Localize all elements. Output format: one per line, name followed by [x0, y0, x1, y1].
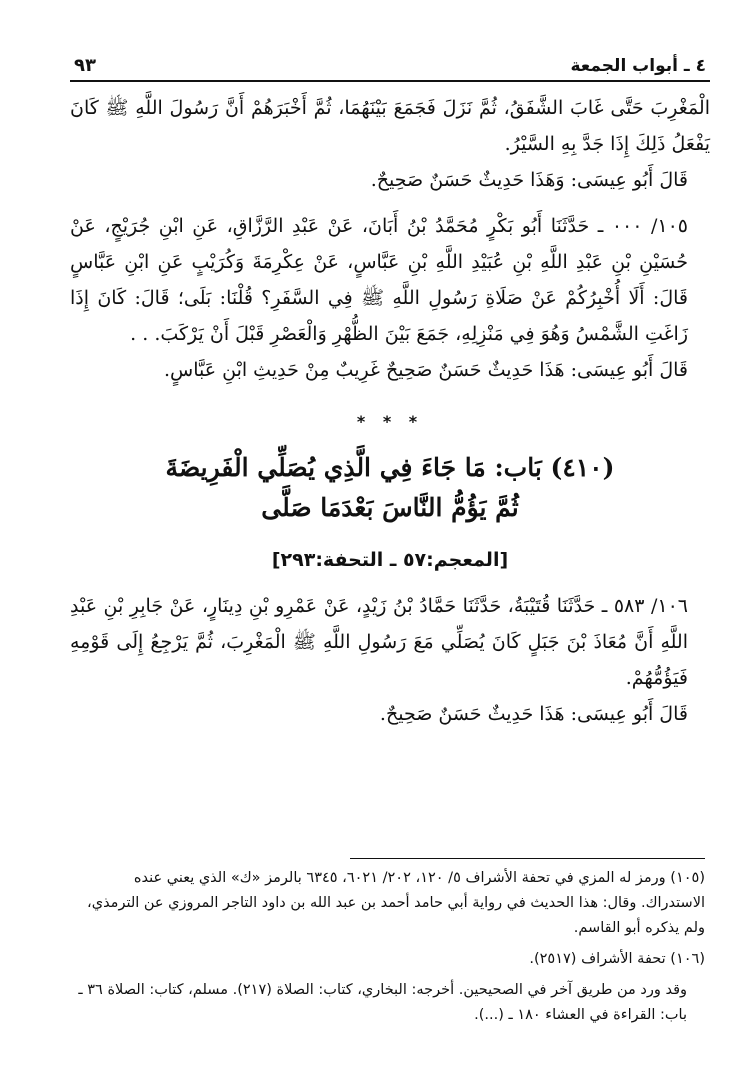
- reference-bracket: [المعجم:٥٧ ـ التحفة:٢٩٣]: [271, 549, 509, 571]
- footnote-106: (١٠٦) تحفة الأشراف (٢٥١٧).: [529, 951, 705, 967]
- chapter-heading-line1: (٤١٠) بَاب: مَا جَاءَ فِي الَّذِي يُصَلِّي الْفَرِيضَةَ: [165, 453, 615, 482]
- hadith-105: ١٠٥/ ٠٠٠ ـ حَدَّثَنَا أَبُو بَكْرٍ مُحَمَّدُ بْنُ أَبَانَ، عَنْ عَبْدِ الرَّزَّاقِ، عَنِ ابْنِ جُرَيْجٍ، عَنْ حُسَيْنِ بْنِ عَبْدِ اللَّهِ بْنِ عُبَيْدِ اللَّهِ بْنِ عَبَّاسٍ، عَنْ عِكْرِمَةَ وَكُرَيْبٍ عَنِ ابْنِ عَبَّاسٍ قَالَ: أَلَا أُخْبِرُكُمْ عَنْ صَلَاةِ رَسُولِ اللَّهِ ﷺ فِي السَّفَرِ؟ قُلْنَا: بَلَى؛ قَالَ: كَانَ إِذَا زَاغَتِ الشَّمْسُ وَهُوَ فِي مَنْزِلِهِ، جَمَعَ بَيْنَ الظُّهْرِ وَالْعَصْرِ قَبْلَ أَنْ يَرْكَبَ. . .: [70, 215, 688, 345]
- footnote-106-continued: وقد ورد من طريق آخر في الصحيحين. أخرجه: البخاري، كتاب: الصلاة (٢١٧). مسلم، كتاب: الصلاة ٣٦ ـ باب: القراءة في العشاء ١٨٠ ـ (...).: [78, 982, 687, 1023]
- chapter-heading-line2: ثُمَّ يَؤُمُّ النَّاسَ بَعْدَمَا صَلَّى: [261, 493, 519, 522]
- paragraph-grading-1: قَالَ أَبُو عِيسَى: وَهَذَا حَدِيثٌ حَسَنٌ صَحِيحٌ.: [370, 169, 688, 191]
- running-header: [70, 52, 710, 82]
- section-separator: * * *: [356, 412, 424, 431]
- hadith-106: ١٠٦/ ٥٨٣ ـ حَدَّثَنَا قُتَيْبَةُ، حَدَّثَنَا حَمَّادُ بْنُ زَيْدٍ، عَنْ عَمْرِو بْنِ دِينَارٍ، عَنْ جَابِرِ بْنِ عَبْدِ اللَّهِ أَنَّ مُعَاذَ بْنَ جَبَلٍ كَانَ يُصَلِّي مَعَ رَسُولِ اللَّهِ ﷺ الْمَغْرِبَ، ثُمَّ يَرْجِعُ إِلَى قَوْمِهِ فَيَؤُمُّهُمْ.: [70, 595, 688, 689]
- footnote-105: (١٠٥) ورمز له المزي في تحفة الأشراف ٥/ ١٢٠، ٢٠٢/ ٦٠٢١، ٦٣٤٥ بالرمز «ك» الذي يعني عنده الاستدراك. وقال: هذا الحديث في رواية أبي حامد أحمد بن عبد الله بن داود التاجر المروزي عن الترمذي، ولم يذكره أبو القاسم.: [87, 870, 705, 936]
- main-text: [70, 90, 710, 732]
- chapter-running-title: ٤ ـ أبواب الجمعة: [570, 56, 706, 76]
- page: [70, 52, 710, 732]
- page-number: ٩٣: [74, 55, 96, 76]
- footnote-divider: [350, 858, 705, 859]
- paragraph-continuation: الْمَغْرِبَ حَتَّى غَابَ الشَّفَقُ، ثُمَّ نَزَلَ فَجَمَعَ بَيْنَهُمَا، ثُمَّ أَخْبَرَهُمْ أَنَّ رَسُولَ اللَّهِ ﷺ كَانَ يَفْعَلُ ذَلِكَ إِذَا جَدَّ بِهِ السَّيْرُ.: [70, 97, 710, 155]
- paragraph-grading-2: قَالَ أَبُو عِيسَى: هَذَا حَدِيثٌ حَسَنٌ صَحِيحٌ غَرِيبٌ مِنْ حَدِيثِ ابْنِ عَبَّاسٍ.: [163, 359, 688, 381]
- footnotes: [75, 866, 705, 1028]
- paragraph-grading-3: قَالَ أَبُو عِيسَى: هَذَا حَدِيثٌ حَسَنٌ صَحِيحٌ.: [379, 703, 688, 725]
